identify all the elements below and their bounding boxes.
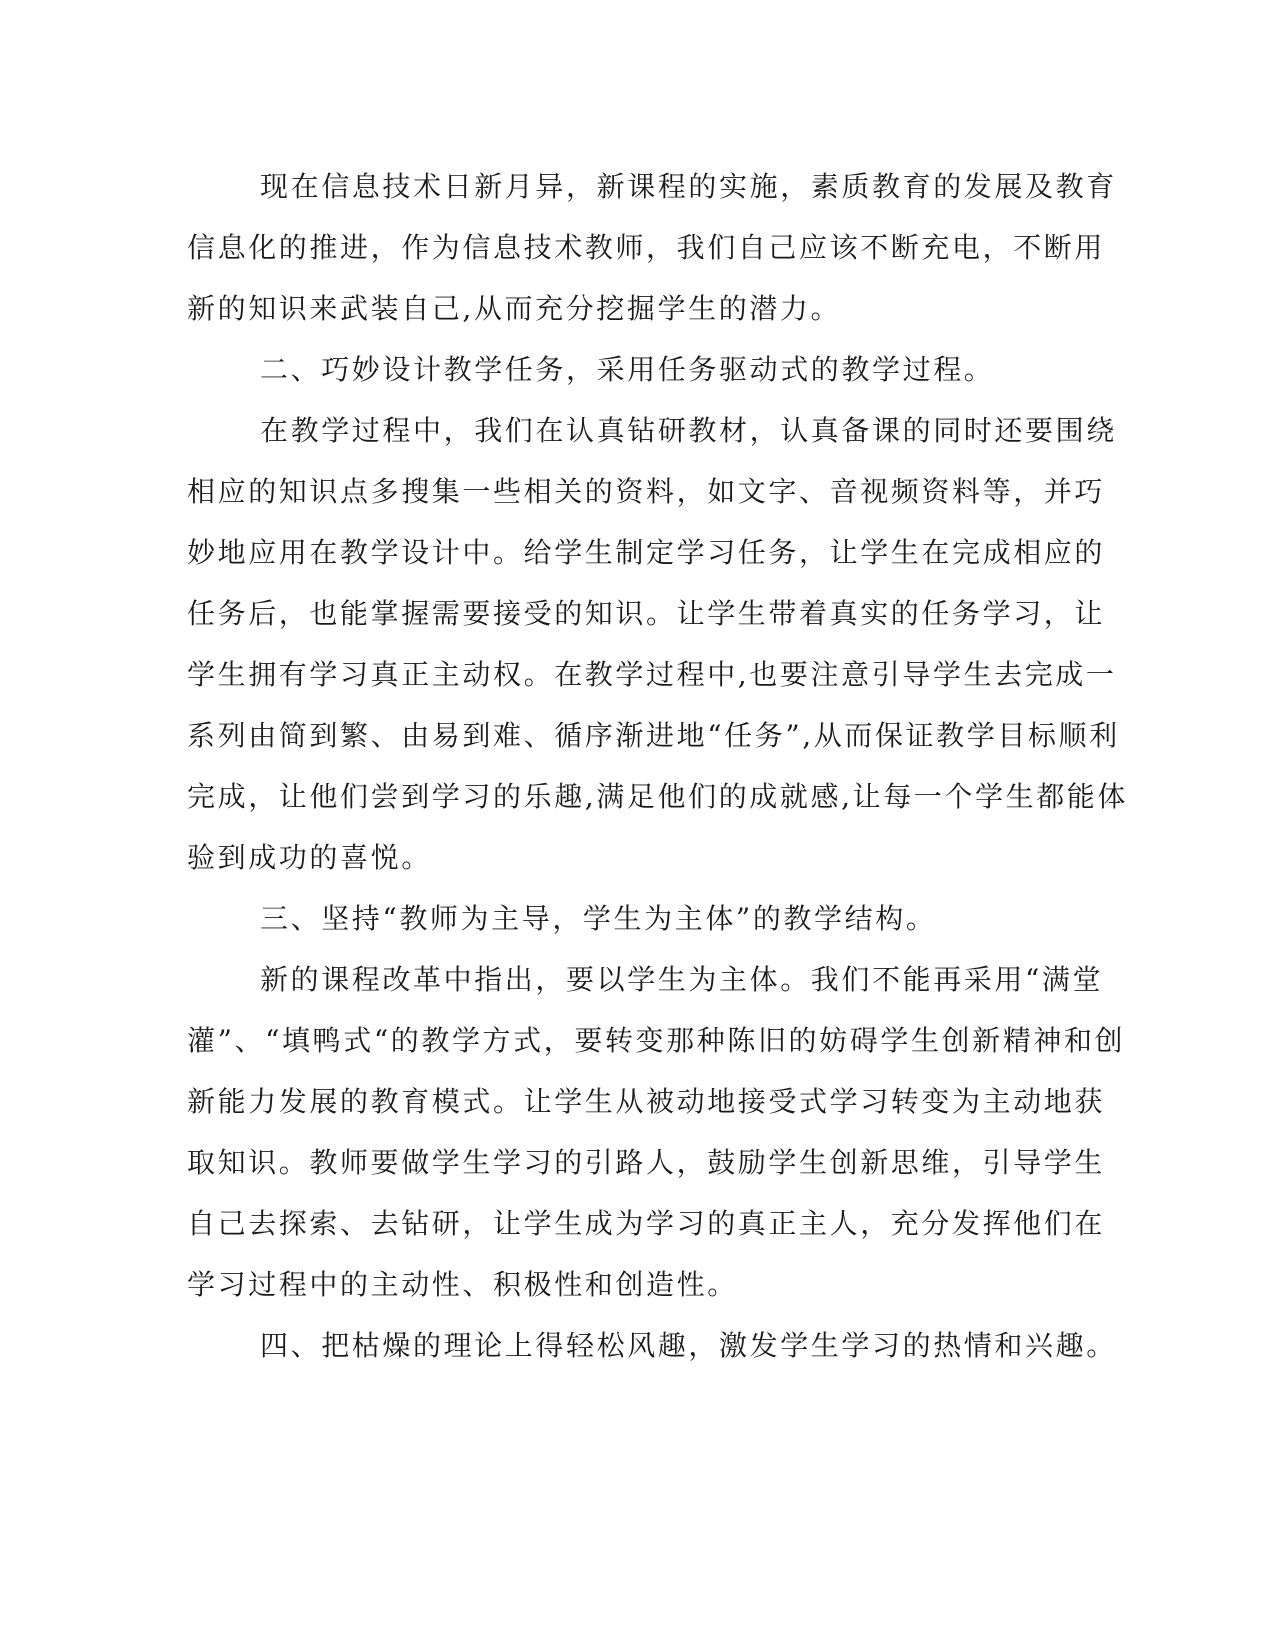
section-heading: 二、巧妙设计教学任务，采用任务驱动式的教学过程。 [260, 353, 995, 386]
text-line: 自己去探索、去钻研，让学生成为学习的真正主人，充分发挥他们在 [187, 1207, 1106, 1240]
text-line: 现在信息技术日新月异，新课程的实施，素质教育的发展及教育 [260, 170, 1117, 203]
text-line: 系列由简到繁、由易到难、循序渐进地“任务”,从而保证教学目标顺利 [187, 719, 1120, 752]
text-line: 学生拥有学习真正主动权。在教学过程中,也要注意引导学生去完成一 [187, 658, 1117, 691]
body-text [187, 156, 1129, 1376]
text-line: 新的知识来武装自己,从而充分挖掘学生的潜力。 [187, 292, 842, 325]
text-line: 灌”、“填鸭式“的教学方式，要转变那种陈旧的妨碍学生创新精神和创 [187, 1024, 1126, 1057]
text-line: 学习过程中的主动性、积极性和创造性。 [187, 1268, 738, 1301]
section-heading: 四、把枯燥的理论上得轻松风趣，激发学生学习的热情和兴趣。 [260, 1329, 1117, 1362]
text-line: 新能力发展的教育模式。让学生从被动地接受式学习转变为主动地获 [187, 1085, 1106, 1118]
text-line: 新的课程改革中指出，要以学生为主体。我们不能再采用“满堂 [260, 963, 1104, 996]
text-line: 验到成功的喜悦。 [187, 841, 432, 874]
text-line: 在教学过程中，我们在认真钻研教材，认真备课的同时还要围绕 [260, 414, 1117, 447]
text-line: 任务后，也能掌握需要接受的知识。让学生带着真实的任务学习，让 [187, 597, 1106, 630]
section-heading: 三、坚持“教师为主导，学生为主体”的教学结构。 [260, 902, 937, 935]
text-line: 相应的知识点多搜集一些相关的资料，如文字、音视频资料等，并巧 [187, 475, 1106, 508]
text-line: 信息化的推进，作为信息技术教师，我们自己应该不断充电，不断用 [187, 231, 1106, 264]
text-line: 完成，让他们尝到学习的乐趣,满足他们的成就感,让每一个学生都能体 [187, 780, 1129, 813]
text-line: 妙地应用在教学设计中。给学生制定学习任务，让学生在完成相应的 [187, 536, 1106, 569]
text-line: 取知识。教师要做学生学习的引路人，鼓励学生创新思维，引导学生 [187, 1146, 1106, 1179]
